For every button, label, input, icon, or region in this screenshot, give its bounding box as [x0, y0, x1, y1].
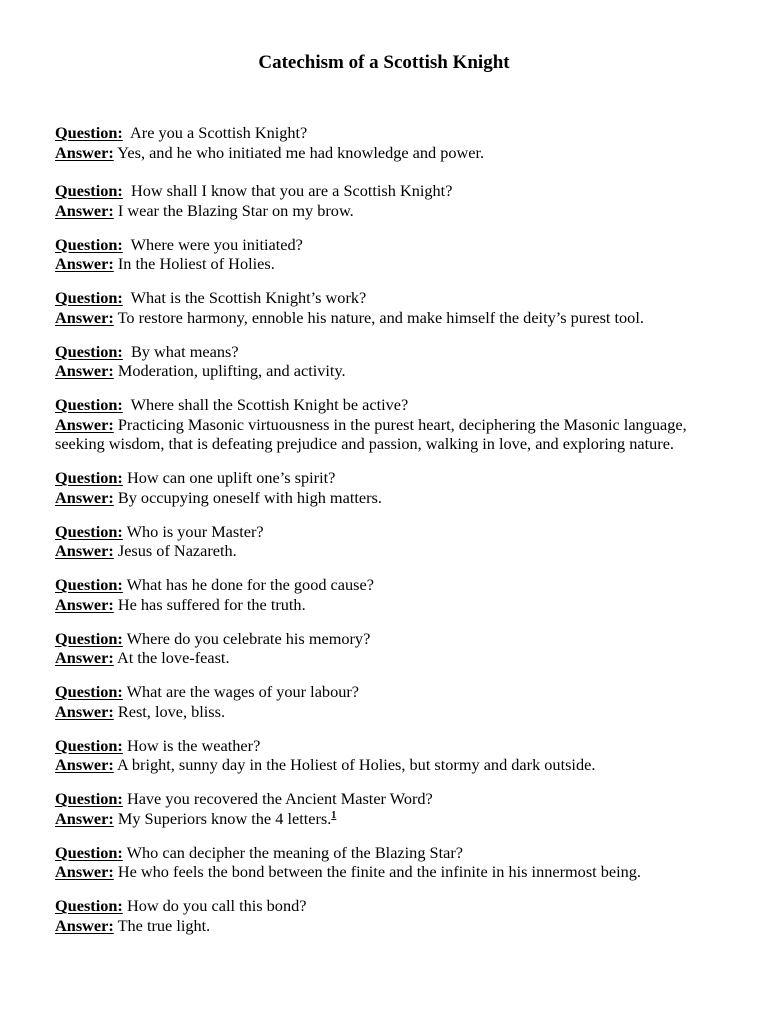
- question-line: [55, 575, 725, 595]
- answer-label: Answer:: [55, 648, 114, 667]
- qa-item: [55, 736, 725, 775]
- answer-line: [55, 254, 725, 274]
- question-text: Where do you celebrate his memory?: [126, 628, 371, 648]
- question-label: Question:: [55, 123, 123, 142]
- question-label: Question:: [55, 896, 123, 915]
- question-line: [55, 468, 725, 488]
- page-title: Catechism of a Scottish Knight: [258, 52, 510, 73]
- qa-item: [55, 235, 725, 274]
- question-label: Question:: [55, 842, 123, 862]
- question-label: Question:: [55, 395, 123, 414]
- qa-item: [55, 288, 725, 327]
- question-text: Who can decipher the meaning of the Blazing Star?: [126, 842, 463, 862]
- question-label: Question:: [55, 628, 123, 648]
- answer-label: Answer:: [55, 915, 114, 935]
- answer-text: Moderation, uplifting, and activity.: [117, 361, 346, 380]
- question-line: [55, 342, 725, 362]
- answer-label: Answer:: [55, 414, 114, 434]
- answer-label: Answer:: [55, 701, 114, 721]
- question-text: What are the wages of your labour?: [126, 682, 359, 701]
- answer-text: A bright, sunny day in the Holiest of Holies, but stormy and dark outside.: [116, 755, 596, 774]
- answer-label: Answer:: [55, 142, 114, 162]
- answer-line: [55, 916, 725, 936]
- qa-item: [55, 522, 725, 561]
- question-label: Question:: [55, 735, 123, 755]
- answer-text: At the love-feast.: [116, 648, 230, 667]
- answer-line: [55, 862, 725, 882]
- question-line: [55, 235, 725, 255]
- qa-item: [55, 123, 725, 162]
- question-label: Question:: [55, 789, 123, 808]
- question-line: [55, 629, 725, 649]
- question-text: By what means?: [130, 341, 239, 361]
- answer-text: By occupying oneself with high matters.: [117, 487, 382, 507]
- answer-text: He has suffered for the truth.: [117, 594, 306, 614]
- qa-item: [55, 629, 725, 668]
- question-line: [55, 395, 725, 415]
- answer-line: [55, 809, 725, 829]
- question-text: How shall I know that you are a Scottish Knight?: [130, 181, 453, 200]
- answer-text: To restore harmony, ennoble his nature, and make himself the deity’s purest tool.: [117, 307, 644, 327]
- question-text: Where shall the Scottish Knight be active?: [130, 395, 409, 414]
- question-text: What is the Scottish Knight’s work?: [130, 288, 367, 307]
- question-text: How can one uplift one’s spirit?: [126, 468, 336, 487]
- qa-item: [55, 896, 725, 935]
- footnote-link[interactable]: 1: [331, 809, 337, 821]
- qa-list: [55, 123, 725, 950]
- question-label: Question:: [55, 521, 123, 541]
- answer-line: [55, 361, 725, 381]
- answer-line: [55, 143, 725, 163]
- answer-line: [55, 488, 725, 508]
- question-label: Question:: [55, 181, 123, 200]
- answer-text: Yes, and he who initiated me had knowledge and power.: [117, 142, 485, 162]
- answer-text: Jesus of Nazareth.: [117, 541, 237, 560]
- answer-line: [55, 308, 725, 328]
- question-line: [55, 181, 725, 201]
- answer-label: Answer:: [55, 487, 114, 507]
- question-label: Question:: [55, 468, 123, 487]
- qa-item: [55, 575, 725, 614]
- question-line: [55, 682, 725, 702]
- answer-label: Answer:: [55, 594, 114, 614]
- question-line: [55, 896, 725, 916]
- answer-line: [55, 755, 725, 775]
- question-label: Question:: [55, 234, 123, 254]
- question-text: How is the weather?: [126, 735, 261, 755]
- qa-item: [55, 843, 725, 882]
- question-text: How do you call this bond?: [126, 896, 307, 915]
- qa-item: [55, 181, 725, 220]
- question-text: Who is your Master?: [126, 521, 264, 541]
- answer-text: I wear the Blazing Star on my brow.: [117, 200, 354, 220]
- qa-item: [55, 789, 725, 828]
- qa-item: [55, 682, 725, 721]
- answer-label: Answer:: [55, 361, 114, 380]
- answer-text: My Superiors know the 4 letters.: [117, 808, 332, 828]
- answer-label: Answer:: [55, 200, 114, 220]
- qa-item: [55, 468, 725, 507]
- question-text: Are you a Scottish Knight?: [130, 123, 308, 142]
- answer-text: Rest, love, bliss.: [117, 701, 226, 721]
- answer-label: Answer:: [55, 808, 114, 828]
- question-line: [55, 522, 725, 542]
- question-line: [55, 843, 725, 863]
- qa-item: [55, 395, 725, 454]
- answer-text: Practicing Masonic virtuousness in the purest heart, deciphering the Masonic language, seeking wisdom, that is defeating prejudice and passion, walking in love, and exploring nature.: [55, 414, 687, 453]
- answer-label: Answer:: [55, 254, 114, 273]
- question-text: What has he done for the good cause?: [126, 575, 374, 594]
- answer-line: [55, 595, 725, 615]
- question-label: Question:: [55, 288, 123, 307]
- answer-line: [55, 541, 725, 561]
- question-line: [55, 736, 725, 756]
- answer-label: Answer:: [55, 862, 114, 881]
- answer-line: [55, 201, 725, 221]
- question-text: Where were you initiated?: [130, 234, 303, 254]
- question-line: [55, 123, 725, 143]
- question-label: Question:: [55, 341, 123, 361]
- answer-text: He who feels the bond between the finite and the infinite in his innermost being.: [117, 862, 641, 881]
- question-label: Question:: [55, 575, 123, 594]
- answer-line: [55, 648, 725, 668]
- answer-line: [55, 415, 725, 454]
- answer-text: The true light.: [117, 915, 211, 935]
- question-line: [55, 288, 725, 308]
- answer-label: Answer:: [55, 755, 114, 774]
- question-text: Have you recovered the Ancient Master Word?: [126, 789, 433, 808]
- answer-label: Answer:: [55, 541, 114, 560]
- answer-text: In the Holiest of Holies.: [117, 254, 275, 273]
- question-line: [55, 789, 725, 809]
- qa-item: [55, 342, 725, 381]
- answer-line: [55, 702, 725, 722]
- answer-label: Answer:: [55, 307, 114, 327]
- question-label: Question:: [55, 682, 123, 701]
